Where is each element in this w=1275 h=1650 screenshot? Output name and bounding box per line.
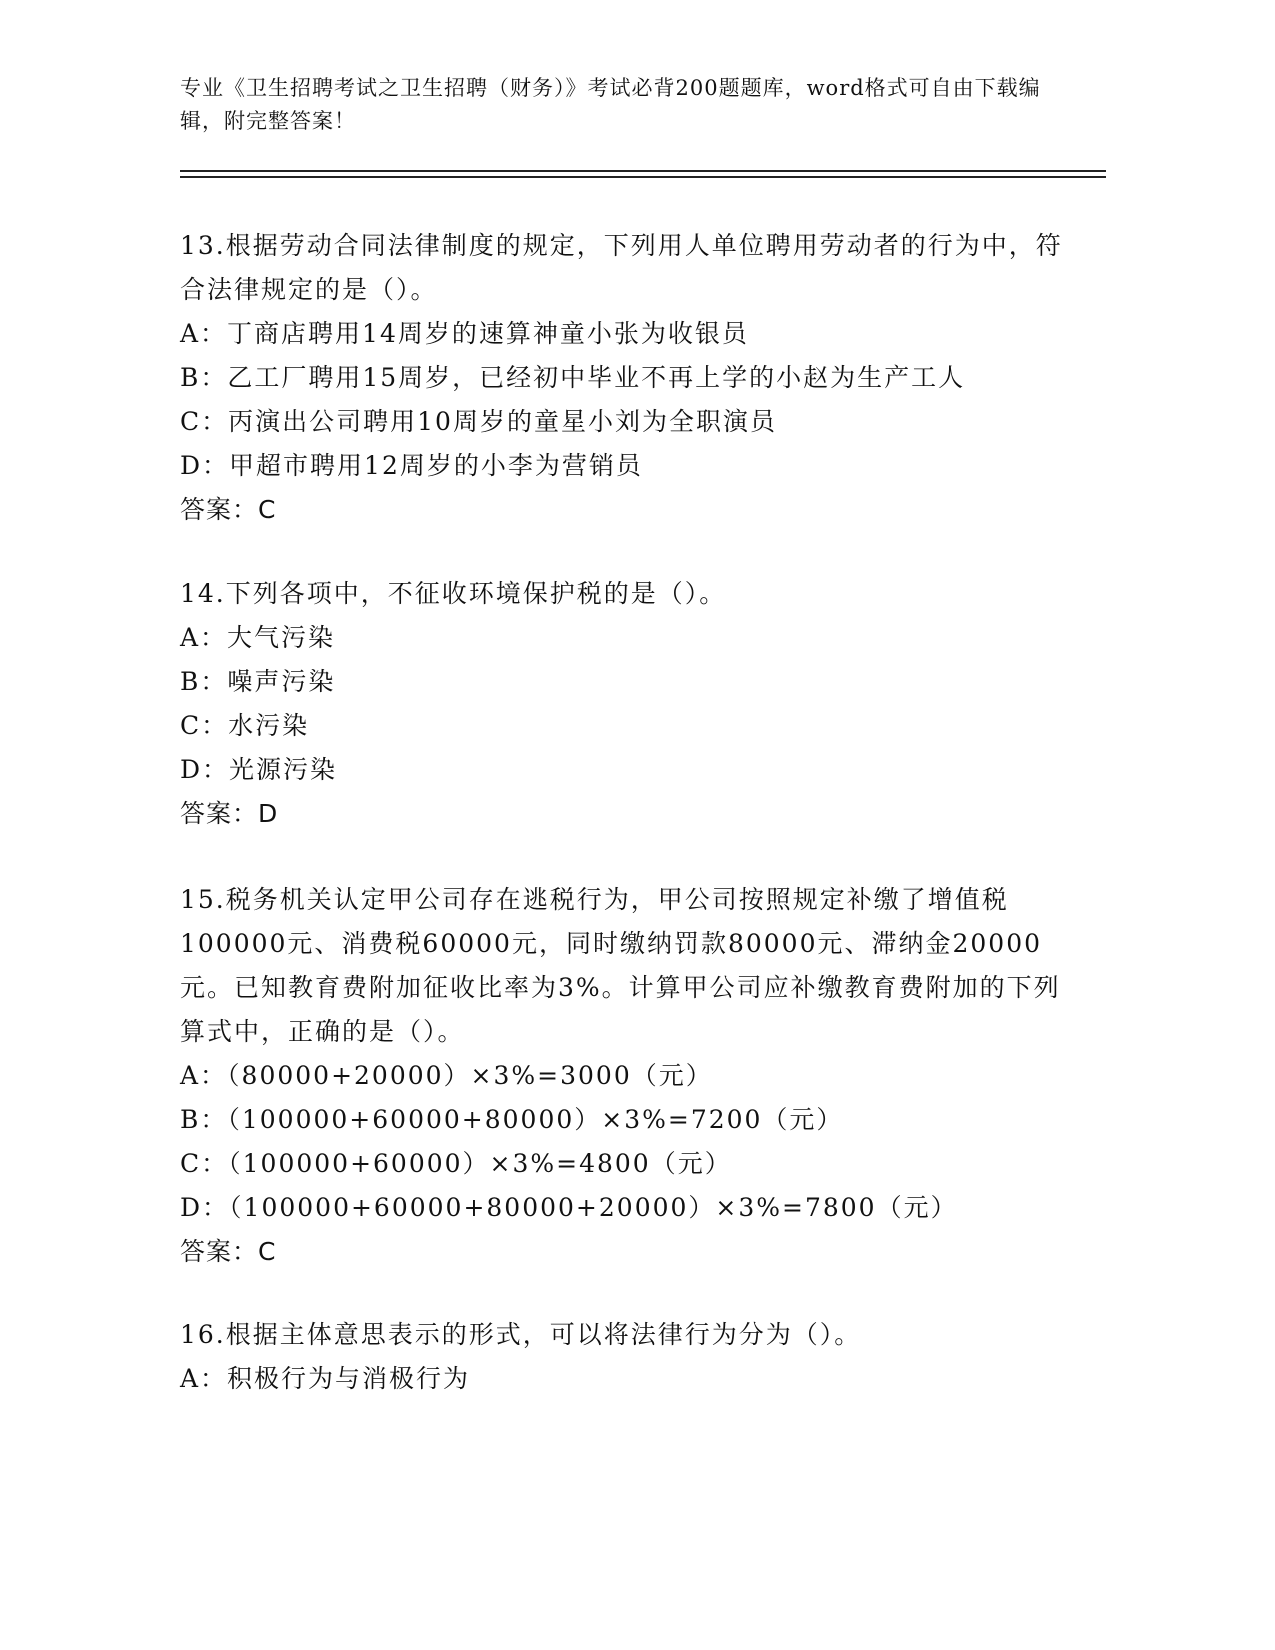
question-13: [180, 224, 1080, 532]
option-a: A：丁商店聘用14周岁的速算神童小张为收银员: [180, 319, 749, 348]
option-d: D：甲超市聘用12周岁的小李为营销员: [180, 451, 643, 480]
question-stem: 14.下列各项中，不征收环境保护税的是（）。: [180, 579, 727, 608]
answer: 答案：C: [180, 495, 277, 524]
answer: 答案：C: [180, 1237, 277, 1266]
option-c: C：（100000+60000）×3%=4800（元）: [180, 1149, 732, 1178]
question-stem: 13.根据劳动合同法律制度的规定，下列用人单位聘用劳动者的行为中，符合法律规定的是（）。: [180, 231, 1063, 304]
option-b: B：（100000+60000+80000）×3%=7200（元）: [180, 1105, 844, 1134]
option-b: B：噪声污染: [180, 667, 336, 696]
option-a: A：大气污染: [180, 623, 336, 652]
question-14: [180, 572, 1080, 836]
document-header: 专业《卫生招聘考试之卫生招聘（财务）》考试必背200题题库，word格式可自由下载编辑，附完整答案！: [180, 76, 1041, 133]
header-divider-bottom: [180, 176, 1106, 178]
question-16: [180, 1313, 1080, 1401]
header-divider-top: [180, 170, 1106, 172]
option-c: C：水污染: [180, 711, 310, 740]
option-b: B：乙工厂聘用15周岁，已经初中毕业不再上学的小赵为生产工人: [180, 363, 966, 392]
answer: 答案：D: [180, 799, 279, 828]
question-15: [180, 878, 1080, 1274]
option-c: C：丙演出公司聘用10周岁的童星小刘为全职演员: [180, 407, 777, 436]
question-stem: 15.税务机关认定甲公司存在逃税行为，甲公司按照规定补缴了增值税100000元、消费税60000元，同时缴纳罚款80000元、滞纳金20000元。已知教育费附加征收比率为3%。计算甲公司应补缴教育费附加的下列算式中，正确的是（）。: [180, 885, 1061, 1046]
question-stem: 16.根据主体意思表示的形式，可以将法律行为分为（）。: [180, 1320, 862, 1349]
option-a: A：（80000+20000）×3%=3000（元）: [180, 1061, 713, 1090]
option-a: A：积极行为与消极行为: [180, 1364, 471, 1393]
option-d: D：（100000+60000+80000+20000）×3%=7800（元）: [180, 1193, 958, 1222]
option-d: D：光源污染: [180, 755, 338, 784]
